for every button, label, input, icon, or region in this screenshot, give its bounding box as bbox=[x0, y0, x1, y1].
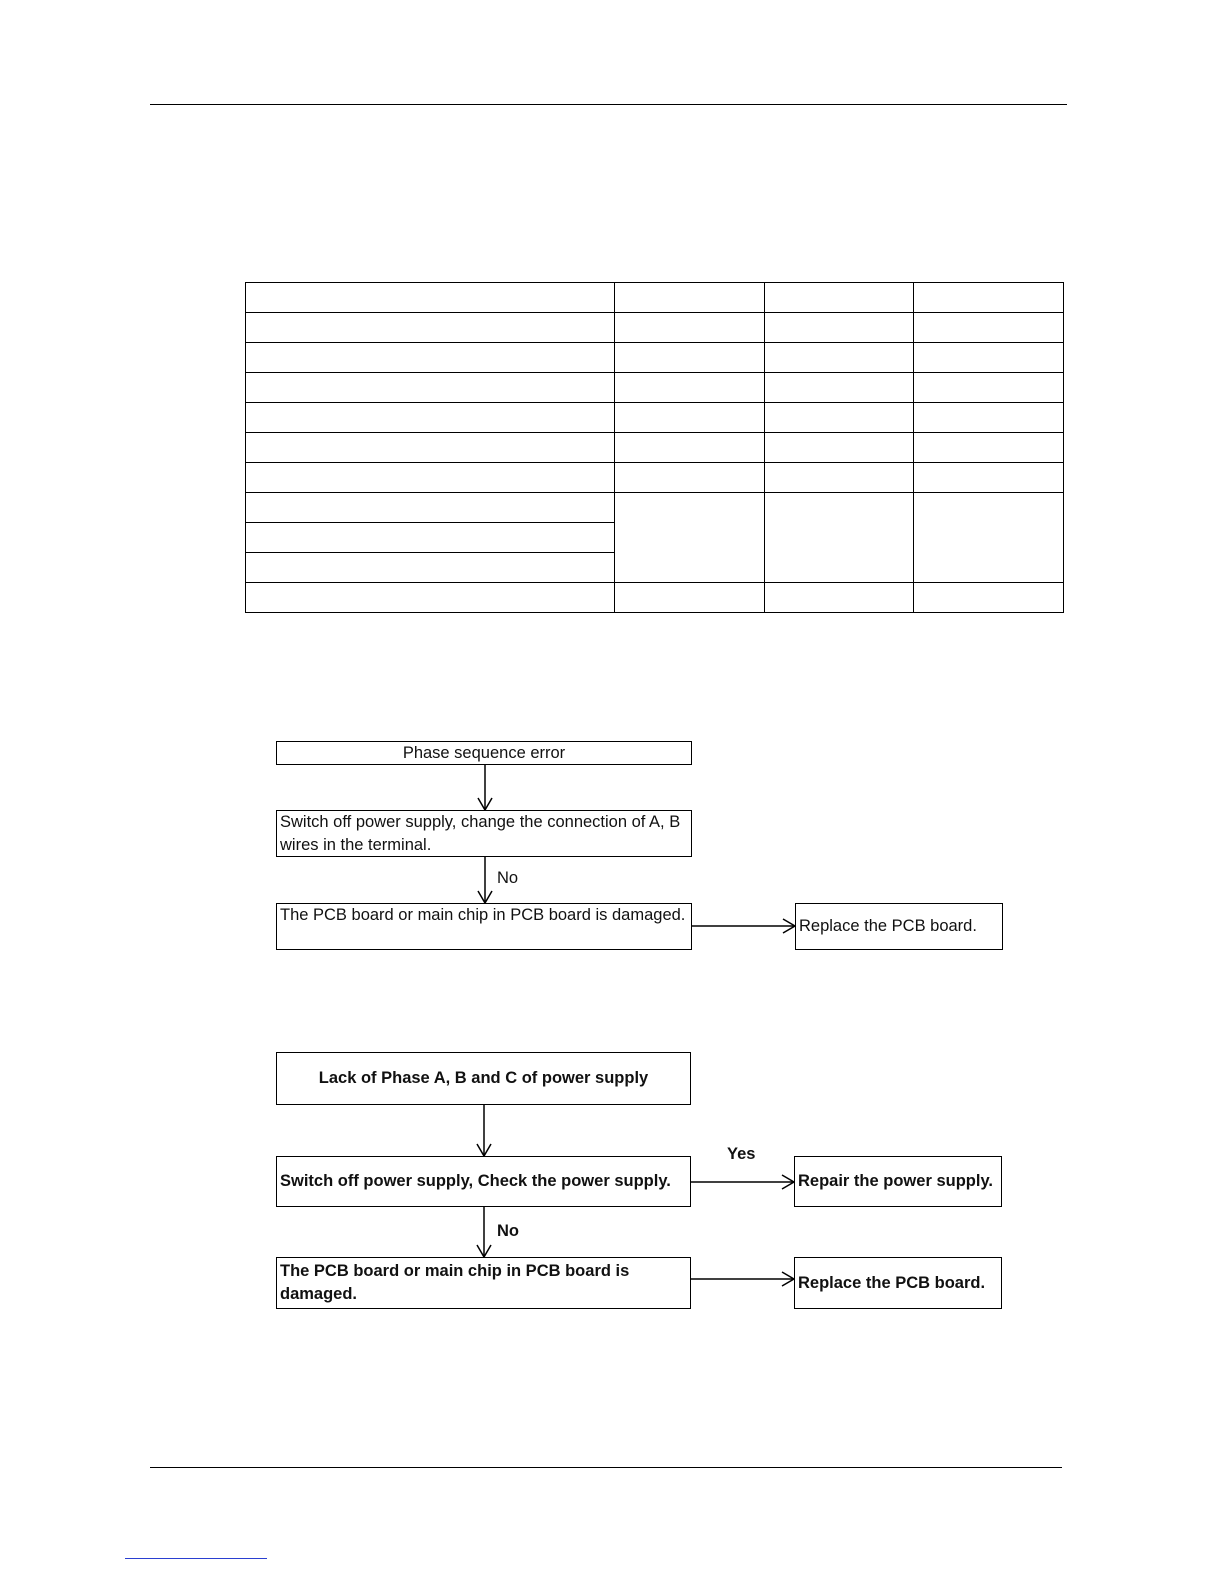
table-cell bbox=[765, 283, 914, 313]
table-cell bbox=[246, 433, 615, 463]
flow1-step1-text: Switch off power supply, change the connection of A, B wires in the terminal. bbox=[280, 813, 681, 854]
table-cell bbox=[914, 403, 1064, 433]
arrow-head bbox=[478, 891, 492, 903]
table-cell-merged bbox=[765, 493, 914, 583]
table-cell bbox=[615, 283, 765, 313]
table-cell bbox=[914, 343, 1064, 373]
table-cell bbox=[914, 283, 1064, 313]
flow2-yes-label: Yes bbox=[727, 1145, 756, 1163]
table-cell bbox=[615, 463, 765, 493]
footer-rule bbox=[150, 1467, 1062, 1468]
table-cell-merged bbox=[615, 493, 765, 583]
flow1-no-label: No bbox=[497, 869, 519, 887]
flow2-step2-box bbox=[276, 1257, 691, 1309]
arrow-head bbox=[782, 1175, 794, 1189]
flow2-start-text: Lack of Phase A, B and C of power supply bbox=[318, 1069, 649, 1087]
table-cell bbox=[246, 523, 615, 553]
flow2-step1-box bbox=[276, 1156, 691, 1207]
table-cell bbox=[246, 553, 615, 583]
table-cell bbox=[914, 373, 1064, 403]
table-cell bbox=[615, 373, 765, 403]
table-cell bbox=[765, 583, 914, 613]
flow2-action-box bbox=[794, 1257, 1002, 1309]
table-cell bbox=[246, 343, 615, 373]
arrow-head bbox=[477, 1144, 491, 1156]
flow2-step2-text: The PCB board or main chip in PCB board is damaged. bbox=[280, 1262, 630, 1303]
table-cell bbox=[246, 583, 615, 613]
table-cell bbox=[615, 583, 765, 613]
table-row bbox=[246, 433, 1064, 463]
table-cell-merged bbox=[914, 493, 1064, 583]
table-cell bbox=[246, 403, 615, 433]
table-cell bbox=[914, 463, 1064, 493]
flow1-step2-text: The PCB board or main chip in PCB board is damaged. bbox=[280, 906, 686, 924]
table-cell bbox=[615, 343, 765, 373]
table-cell bbox=[246, 283, 615, 313]
flow2-yes-action-text: Repair the power supply. bbox=[798, 1172, 993, 1190]
flow1-step1-box bbox=[276, 810, 692, 857]
table-cell bbox=[246, 313, 615, 343]
flow1-action-box bbox=[795, 903, 1003, 950]
arrow-head bbox=[783, 919, 795, 933]
table-row bbox=[246, 463, 1064, 493]
table-cell bbox=[615, 313, 765, 343]
table-cell bbox=[914, 433, 1064, 463]
flow1-start-box bbox=[276, 741, 692, 765]
table-row bbox=[246, 283, 1064, 313]
table-cell bbox=[615, 433, 765, 463]
table-row bbox=[246, 373, 1064, 403]
table-cell bbox=[765, 313, 914, 343]
table-row bbox=[246, 343, 1064, 373]
table-cell bbox=[765, 373, 914, 403]
arrow-head bbox=[477, 1245, 491, 1257]
table-cell bbox=[765, 343, 914, 373]
flow2-action-text: Replace the PCB board. bbox=[798, 1273, 986, 1292]
flow1-action-text: Replace the PCB board. bbox=[799, 917, 977, 935]
table-row bbox=[246, 403, 1064, 433]
table-cell bbox=[246, 373, 615, 403]
data-table bbox=[245, 282, 1064, 613]
table-cell bbox=[914, 583, 1064, 613]
table-cell bbox=[914, 313, 1064, 343]
table-cell bbox=[246, 493, 615, 523]
flow1-start-text: Phase sequence error bbox=[402, 743, 566, 762]
footer-link-underline bbox=[125, 1558, 267, 1559]
header-rule bbox=[150, 104, 1067, 105]
table-row bbox=[246, 583, 1064, 613]
table-cell bbox=[765, 403, 914, 433]
table-cell bbox=[246, 463, 615, 493]
table-row bbox=[246, 493, 1064, 523]
flow2-no-label: No bbox=[497, 1222, 519, 1240]
table-cell bbox=[765, 463, 914, 493]
flow2-yes-action-box bbox=[794, 1156, 1002, 1207]
flow1-step2-box bbox=[276, 903, 692, 950]
table-cell bbox=[615, 403, 765, 433]
arrow-head bbox=[478, 798, 492, 810]
flow2-step1-text: Switch off power supply, Check the power supply. bbox=[280, 1172, 671, 1190]
table-row bbox=[246, 313, 1064, 343]
table-cell bbox=[765, 433, 914, 463]
arrow-head bbox=[782, 1272, 794, 1286]
flow2-start-box bbox=[276, 1052, 691, 1105]
